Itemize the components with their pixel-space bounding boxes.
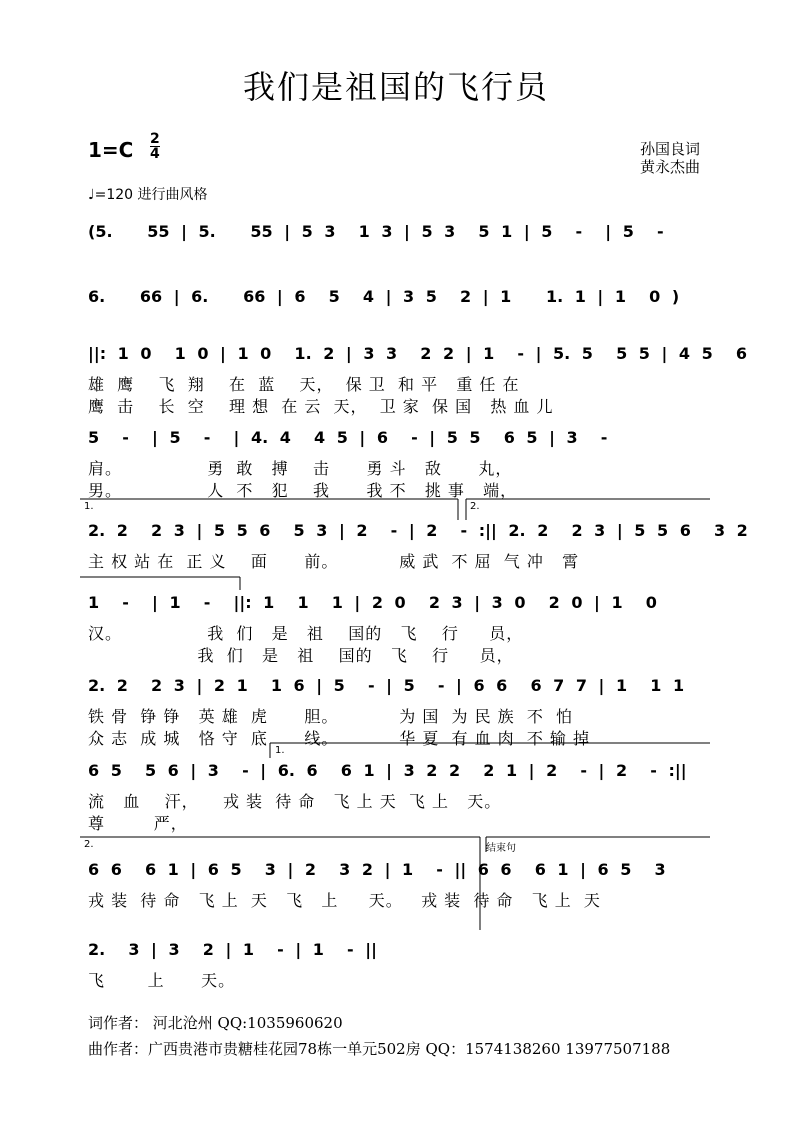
- time-bottom: 4: [150, 146, 160, 162]
- lyricist-credit: 孙国良词: [639, 140, 700, 158]
- ending-label: 结束句: [486, 843, 516, 854]
- notation-row-5: 2. 2 2 3 | 5 5 6 5 3 | 2 - | 2 - :|| 2. 2 2 3 | 5 5 6 3 2: [88, 521, 748, 540]
- notation-row-3: ||: 1 0 1 0 | 1 0 1. 2 | 3 3 2 2 | 1 - | 5. 5 5 5 | 4 5 6: [88, 344, 748, 363]
- lyric-line-9-1: 戎 装 待 命 飞 上 天 飞 上 天。 戎 装 待 命 飞 上 天: [88, 891, 601, 910]
- notation-row-2: 6. 66 | 6. 66 | 6 5 4 | 3 5 2 | 1 1. 1 | 1 0 ): [88, 287, 680, 306]
- lyric-line-6-2: 我 们 是 祖 国的 飞 行 员，: [88, 646, 514, 665]
- lyric-line-7-1: 铁 骨 铮 铮 英 雄 虎 胆。 为 国 为 民 族 不 怕: [88, 707, 574, 726]
- notation-row-7: 2. 2 2 3 | 2 1 1 6 | 5 - | 5 - | 6 6 6 7 7 | 1 1 1: [88, 676, 685, 695]
- time-top: 2: [150, 131, 160, 147]
- notation-row-6: 1 - | 1 - ||: 1 1 1 | 2 0 2 3 | 3 0 2 0 | 1 0: [88, 593, 657, 612]
- lyric-line-8-1: 流 血 汗， 戎 装 待 命 飞 上 天 飞 上 天。: [88, 792, 502, 811]
- notation-row-10: 2. 3 | 3 2 | 1 - | 1 - ||: [88, 940, 377, 959]
- lyric-line-7-2: 众 志 成 城 恪 守 底 线。 华 夏 有 血 肉 不 输 掉: [88, 729, 591, 748]
- volta-2b-label: 2.: [84, 839, 94, 850]
- volta-2-label: 2.: [470, 501, 480, 512]
- key-signature: 1=C: [88, 138, 134, 162]
- footer-lyricist: 词作者： 河北沧州 QQ:1035960620: [88, 1014, 343, 1032]
- composer-credit: 黄永杰曲: [639, 158, 700, 176]
- volta-1-label: 1.: [84, 501, 94, 512]
- lyric-line-4-2: 男。 人 不 犯 我 我 不 挑 事 端，: [88, 481, 518, 500]
- notation-row-4: 5 - | 5 - | 4. 4 4 5 | 6 - | 5 5 6 5 | 3 -: [88, 428, 608, 447]
- lyric-line-4-1: 肩。 勇 敢 搏 击 勇 斗 敌 丸，: [88, 459, 513, 478]
- notation-row-9: 6 6 6 1 | 6 5 3 | 2 3 2 | 1 - || 6 6 6 1 | 6 5 3: [88, 860, 666, 879]
- footer-composer: 曲作者：广西贵港市贵糖桂花园78栋一单元502房 QQ：1574138260 13977507188: [88, 1040, 671, 1058]
- lyric-line-8-2: 尊 严，: [88, 814, 188, 833]
- volta-1b-label: 1.: [275, 745, 285, 756]
- notation-row-8: 6 5 5 6 | 3 - | 6. 6 6 1 | 3 2 2 2 1 | 2 - | 2 - :||: [88, 761, 687, 780]
- lyric-line-5-1: 主 权 站 在 正 义 面 前。 威 武 不 屈 气 冲 霄: [88, 552, 580, 571]
- lyric-line-3-1: 雄 鹰 飞 翔 在 蓝 天， 保 卫 和 平 重 任 在: [88, 375, 520, 394]
- tempo-marking: ♩=120 进行曲风格: [88, 187, 208, 203]
- notation-row-1: (5. 55 | 5. 55 | 5 3 1 3 | 5 3 5 1 | 5 - | 5 -: [88, 222, 664, 241]
- song-title: 我们是祖国的飞行员: [242, 68, 549, 106]
- lyric-line-6-1: 汉。 我 们 是 祖 国的 飞 行 员，: [88, 624, 524, 643]
- lyric-line-3-2: 鹰 击 长 空 理 想 在 云 天， 卫 家 保 国 热 血 儿: [88, 397, 554, 416]
- lyric-line-10-1: 飞 上 天。: [88, 971, 236, 990]
